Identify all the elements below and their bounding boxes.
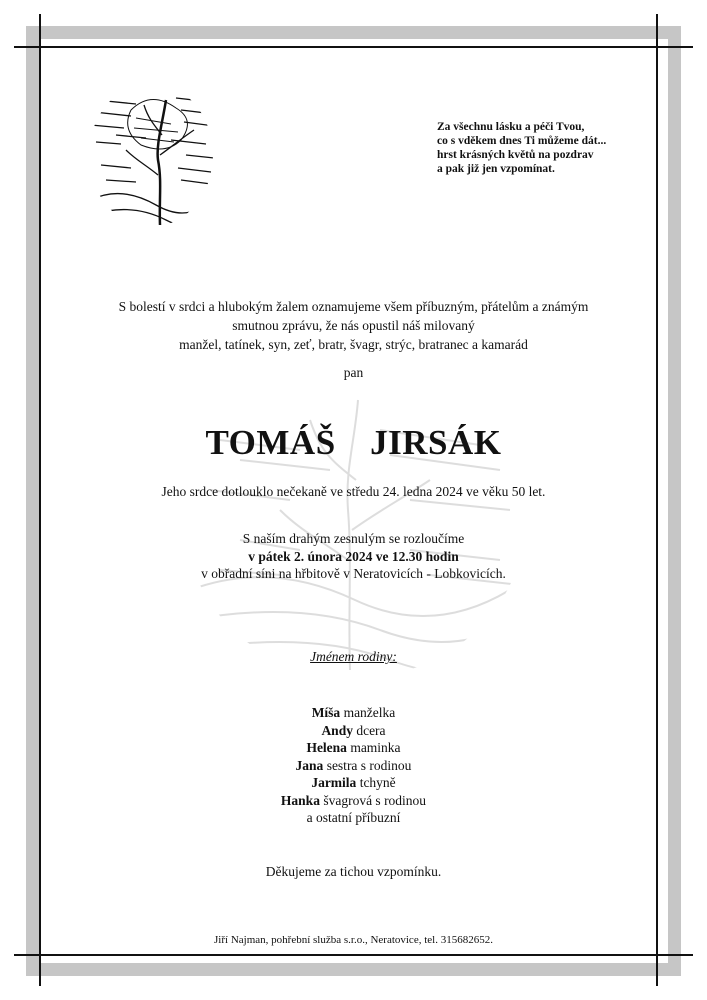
quote-line: co s vděkem dnes Ti můžeme dát...	[437, 135, 607, 147]
funeral-intro: S naším drahým zesnulým se rozloučíme	[242, 531, 465, 546]
signer-relation: dcera	[352, 722, 386, 738]
announcement-line: manžel, tatínek, syn, zeť, bratr, švagr, strýc, bratranec a kamarád	[179, 337, 528, 352]
funeral-datetime: v pátek 2. února 2024 ve 12.30 hodin	[248, 548, 459, 564]
announcement-line: S bolestí v srdci a hlubokým žalem oznamujeme všem příbuzným, přátelům a známým	[118, 299, 589, 314]
signer-name: Míša	[311, 705, 341, 720]
announcement-text	[60, 297, 647, 354]
signer-relation: švagrová s rodinou	[319, 792, 427, 808]
signer-row	[60, 774, 647, 792]
funeral-details	[60, 530, 647, 583]
border-line-right	[656, 14, 658, 986]
funeral-location: v obřadní síni na hřbitově v Neratovicích - Lobkovicích.	[201, 566, 506, 581]
memorial-quote	[437, 120, 647, 176]
signer-name: Jana	[295, 757, 324, 773]
footer-funeral-service: Jiří Najman, pohřební služba s.r.o., Neratovice, tel. 315682652.	[214, 934, 493, 946]
signer-row	[60, 757, 647, 775]
signer-row	[60, 739, 647, 757]
signer-row	[60, 722, 647, 740]
signer-name: Jarmila	[311, 775, 357, 790]
signer-row	[60, 792, 647, 810]
signer-relation: maminka	[346, 740, 401, 755]
salutation: pan	[343, 365, 364, 380]
signer-row	[60, 704, 647, 722]
signer-name: Hanka	[280, 792, 320, 808]
thanks-text: Děkujeme za tichou vzpomínku.	[265, 864, 442, 879]
border-line-top	[14, 46, 693, 48]
signer-relation: a ostatní příbuzní	[306, 810, 401, 825]
border-line-bottom	[14, 954, 693, 956]
quote-line: a pak již jen vzpomínat.	[437, 163, 555, 175]
border-line-left	[39, 14, 41, 986]
tree-sketch-icon	[86, 80, 216, 230]
announcement-line: smutnou zprávu, že nás opustil náš milovaný	[232, 318, 475, 333]
signer-name: Andy	[321, 722, 353, 738]
quote-line: Za všechnu lásku a péči Tvou,	[437, 121, 585, 133]
tree-watermark-icon	[180, 360, 530, 680]
death-notice: Jeho srdce dotlouklo nečekaně ve středu 24. ledna 2024 ve věku 50 let.	[161, 484, 546, 499]
deceased-name: TOMÁŠ JIRSÁK	[205, 423, 502, 462]
signer-row	[60, 809, 647, 827]
signer-relation: manželka	[340, 705, 396, 720]
family-label: Jménem rodiny:	[310, 649, 397, 664]
signer-relation: tchyně	[356, 775, 396, 790]
signer-relation: sestra s rodinou	[323, 757, 412, 773]
quote-line: hrst krásných květů na pozdrav	[437, 149, 594, 161]
signer-name: Helena	[306, 740, 347, 755]
signers-list	[60, 704, 647, 827]
